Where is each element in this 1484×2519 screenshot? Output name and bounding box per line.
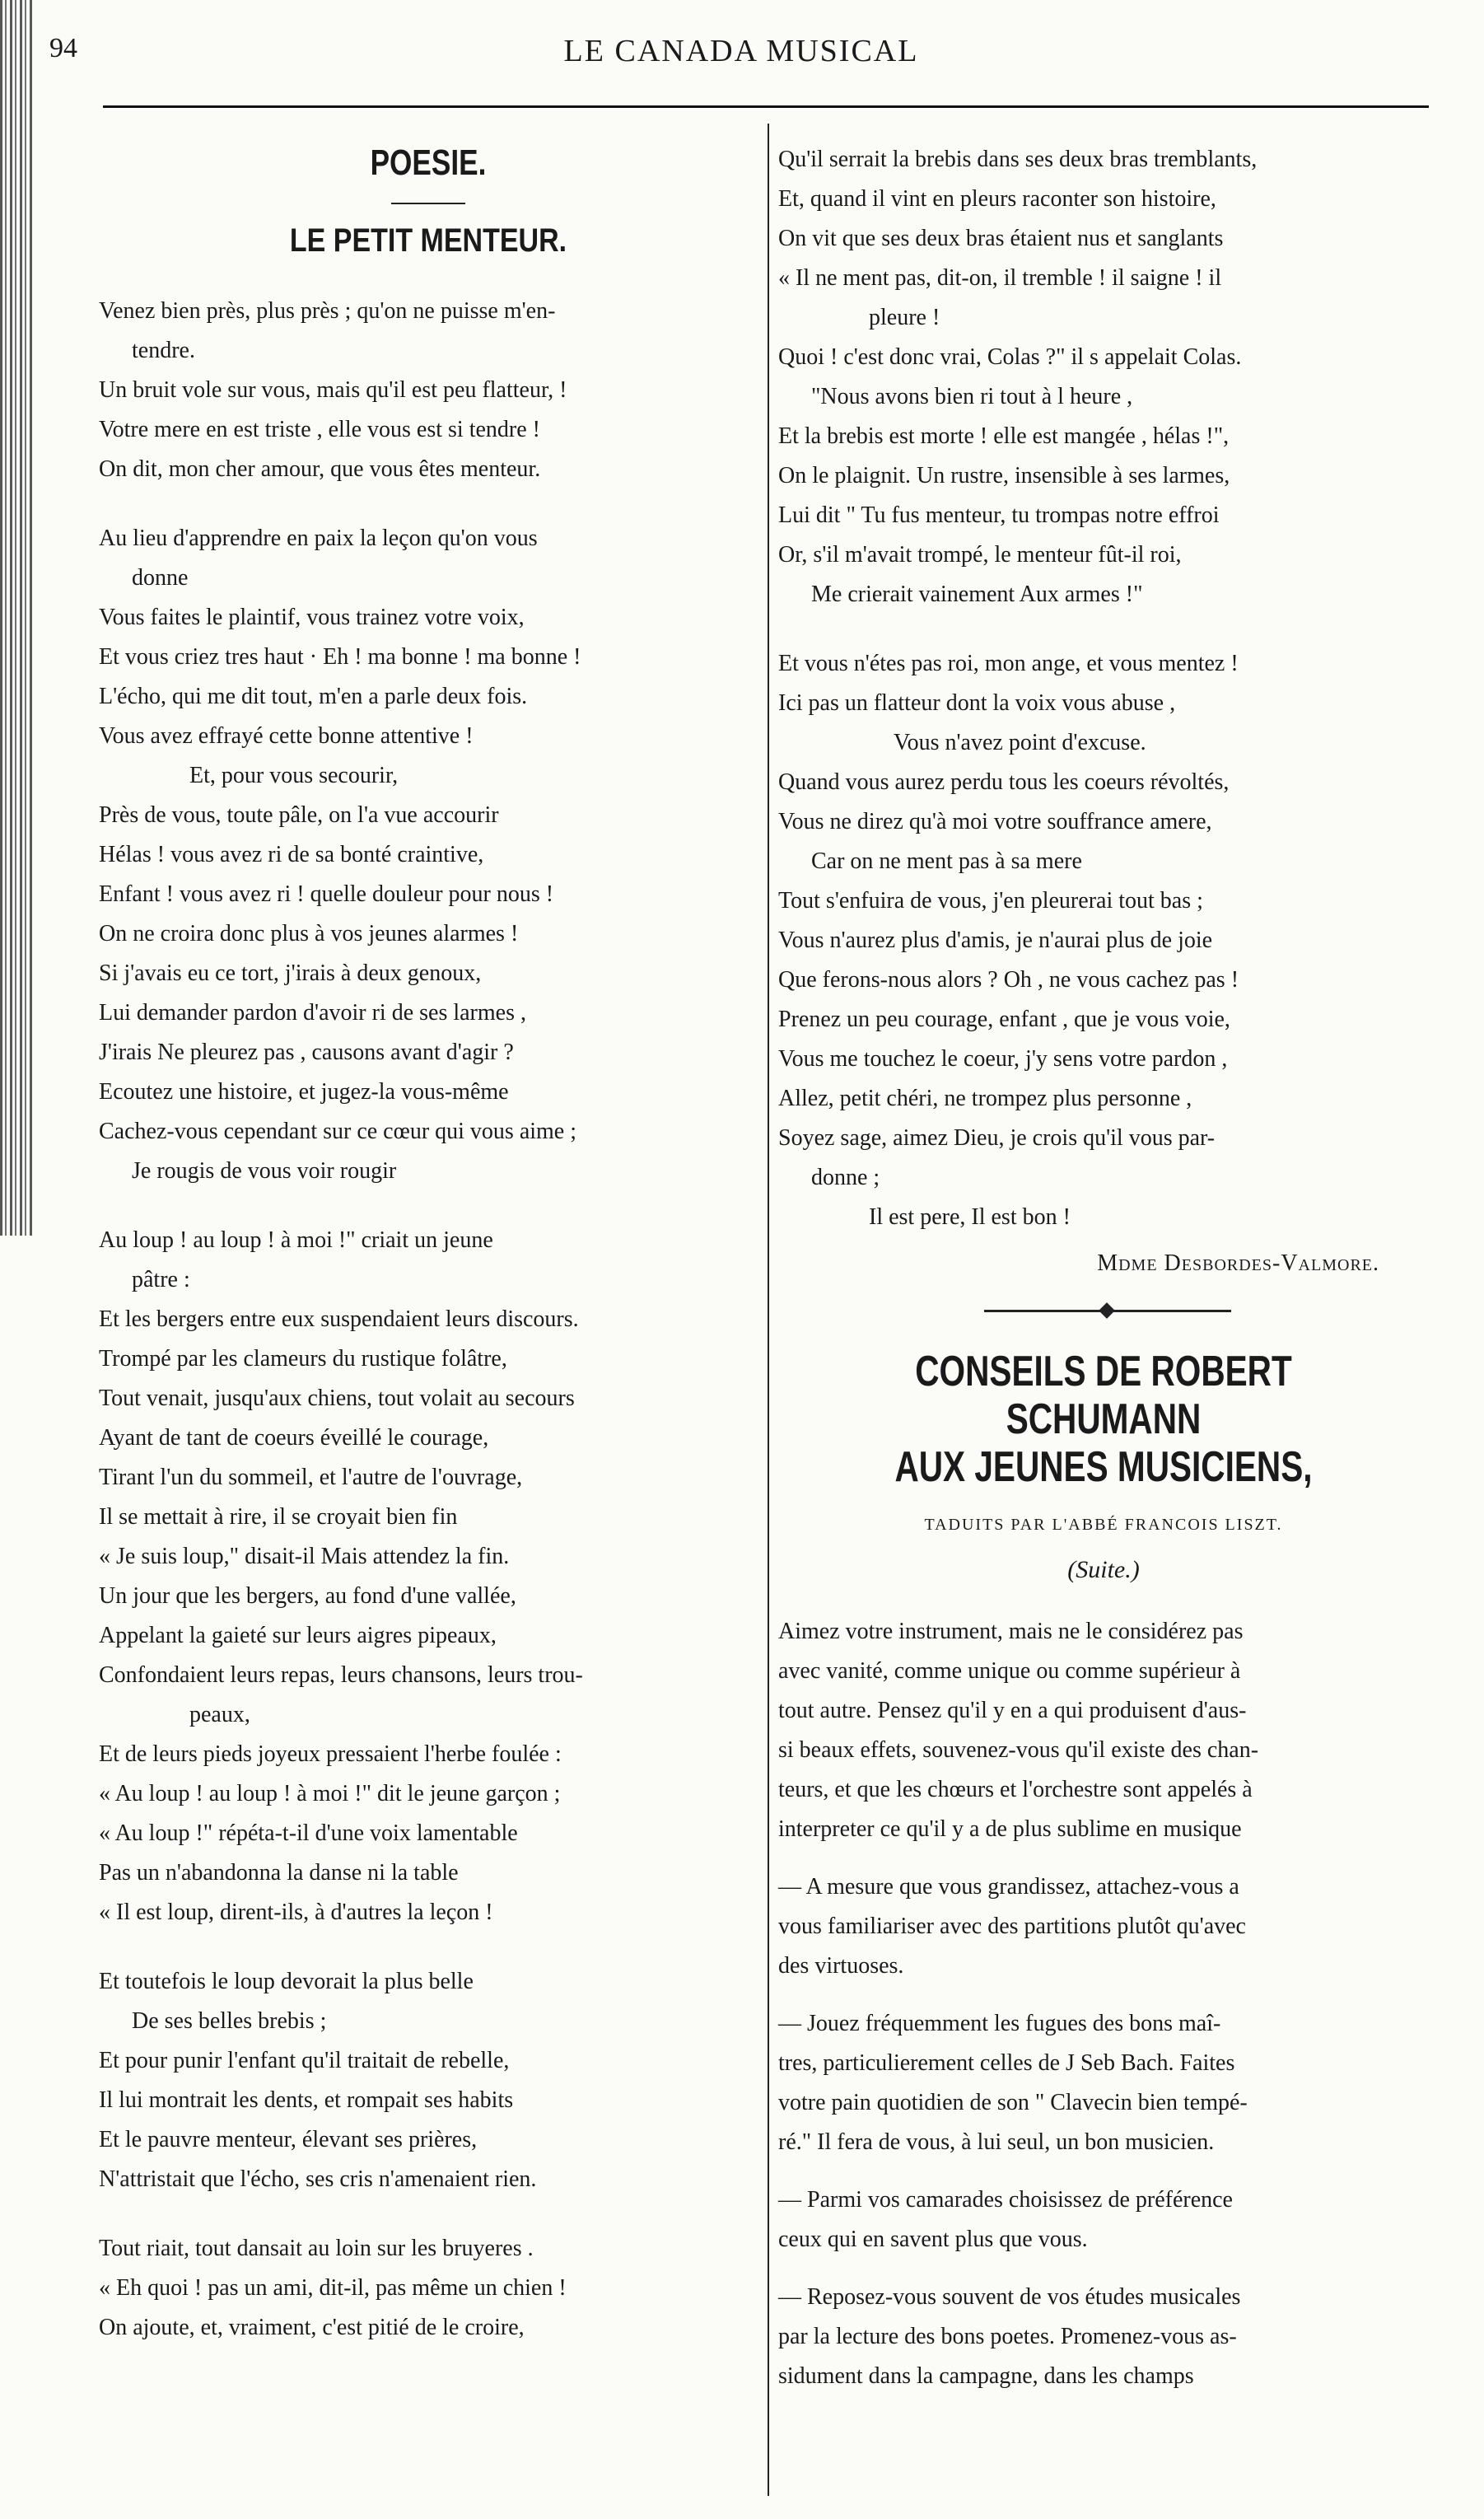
paragraph-line: vous familiariser avec des partitions plutôt qu'avec [778,1914,1246,1939]
poem-line: donne ; [811,1165,880,1190]
poem-line: Et la brebis est morte ! elle est mangée , hélas !", [778,423,1230,449]
poem-line: Ecoutez une histoire, et jugez-la vous-même [99,1079,509,1105]
article-title-line-2: AUX JEUNES MUSICIENS, [894,1443,1313,1491]
paragraph-line: si beaux effets, souvenez-vous qu'il existe des chan- [778,1737,1259,1763]
poem-continuation [778,140,1429,1237]
poem-line: Au loup ! au loup ! à moi !" criait un jeune [99,1227,493,1253]
binding-edge [0,0,33,1236]
poem-line: Lui demander pardon d'avoir ri de ses larmes , [99,1000,526,1026]
poem-signature: Mdme Desbordes-Valmore. [1097,1250,1379,1276]
poem-line: On vit que ses deux bras étaient nus et sanglants [778,226,1224,251]
poem-line: Quoi ! c'est donc vrai, Colas ?" il s appelait Colas. [778,344,1242,370]
left-column [99,140,758,2348]
poem-line: Allez, petit chéri, ne trompez plus personne , [778,1086,1192,1111]
paragraph-line: — A mesure que vous grandissez, attachez-vous a [778,1874,1239,1900]
poem-line: Qu'il serrait la brebis dans ses deux bras tremblants, [778,147,1258,172]
poem-line: Vous n'aurez plus d'amis, je n'aurai plus de joie [778,928,1213,953]
poem-line: Que ferons-nous alors ? Oh , ne vous cachez pas ! [778,967,1239,993]
poem-line: L'écho, qui me dit tout, m'en a parle deux fois. [99,684,528,709]
poem-line: tendre. [132,338,195,363]
poem-line: Vous me touchez le coeur, j'y sens votre pardon , [778,1046,1228,1072]
stanza-gap [99,1191,758,1221]
paragraph-line: tout autre. Pensez qu'il y en a qui produisent d'aus- [778,1698,1247,1723]
poem-line: Vous ne direz qu'à moi votre souffrance amere, [778,809,1212,834]
ornament-diamond [1099,1302,1115,1319]
title-rule [391,203,465,204]
poem-line: On dit, mon cher amour, que vous êtes menteur. [99,456,541,482]
poem-line: "Nous avons bien ri tout à l heure , [811,384,1133,409]
poem-line: Prenez un peu courage, enfant , que je vous voie, [778,1007,1230,1032]
poem-line: Au lieu d'apprendre en paix la leçon qu'on vous [99,526,538,551]
article-paragraph [778,1867,1429,1986]
poem-line: Tout s'enfuira de vous, j'en pleurerai tout bas ; [778,888,1203,914]
poem-line: Il se mettait à rire, il se croyait bien fin [99,1504,458,1530]
page-number: 94 [49,33,77,63]
paragraph-line: ceux qui en savent plus que vous. [778,2227,1088,2252]
stanza-gap [99,489,758,519]
column-divider [768,124,769,2496]
poem-line: Car on ne ment pas à sa mere [811,848,1082,874]
poem-line: Pas un n'abandonna la danse ni la table [99,1860,459,1886]
stanza-gap [778,615,1429,644]
poem-line: Tirant l'un du sommeil, et l'autre de l'ouvrage, [99,1465,523,1490]
poem-line: « Au loup ! au loup ! à moi !" dit le jeune garçon ; [99,1781,561,1806]
poem-line: peaux, [189,1702,250,1727]
paragraph-line: des virtuoses. [778,1953,904,1979]
article-title-line-1: CONSEILS DE ROBERT SCHUMANN [915,1348,1292,1443]
poem-line: Vous n'avez point d'excuse. [894,730,1146,755]
article-paragraph [778,1612,1429,1849]
poem-line: Et le pauvre menteur, élevant ses prières, [99,2127,478,2152]
paragraph-line: par la lecture des bons poetes. Promenez-vous as- [778,2324,1237,2349]
poem-line: Il est pere, Il est bon ! [869,1204,1071,1230]
paragraph-line: ré." Il fera de vous, à lui seul, un bon musicien. [778,2129,1215,2155]
paragraph-line: sidument dans la campagne, dans les champs [778,2363,1194,2389]
poem-line: Près de vous, toute pâle, on l'a vue accourir [99,802,499,828]
poem-line: Un jour que les bergers, au fond d'une vallée, [99,1583,516,1609]
poem-line: Et pour punir l'enfant qu'il traitait de rebelle, [99,2048,510,2073]
poem-line: Et vous criez tres haut · Eh ! ma bonne ! ma bonne ! [99,644,581,670]
article-paragraph [778,2004,1429,2162]
poem-line: Et toutefois le loup devorait la plus belle [99,1969,474,1994]
poem-line: Tout venait, jusqu'aux chiens, tout volait au secours [99,1386,575,1411]
poem-line: Si j'avais eu ce tort, j'irais à deux genoux, [99,960,482,986]
poem-line: « Eh quoi ! pas un ami, dit-il, pas même un chien ! [99,2275,567,2301]
poem-line: « Je suis loup," disait-il Mais attendez la fin. [99,1544,510,1569]
poem-line: On ajoute, et, vraiment, c'est pitié de le croire, [99,2315,525,2340]
paragraph-line: — Parmi vos camarades choisissez de préférence [778,2187,1233,2213]
poem-line: pleure ! [869,305,940,330]
translator-credit: TADUITS PAR L'ABBÉ FRANCOIS LISZT. [924,1516,1283,1534]
stanza-gap [99,1932,758,1962]
poem-line: Tout riait, tout dansait au loin sur les bruyeres . [99,2236,534,2261]
stanza-gap [99,2199,758,2229]
page-header [49,33,1433,82]
article-paragraph [778,2278,1429,2396]
poem-line: Soyez sage, aimez Dieu, je crois qu'il vous par- [778,1125,1216,1151]
poem-line: Venez bien près, plus près ; qu'on ne puisse m'en- [99,298,556,324]
paragraph-line: interpreter ce qu'il y a de plus sublime en musique [778,1816,1242,1842]
poem-line: Un bruit vole sur vous, mais qu'il est peu flatteur, ! [99,377,567,403]
poem-line: Hélas ! vous avez ri de sa bonté craintive, [99,842,484,867]
running-title: LE CANADA MUSICAL [563,34,919,68]
poem-line: donne [132,565,189,591]
poem-line: Ici pas un flatteur dont la voix vous abuse , [778,690,1176,716]
poem-line: Appelant la gaieté sur leurs aigres pipeaux, [99,1623,497,1648]
poem-line: Ayant de tant de coeurs éveillé le courage, [99,1425,489,1451]
poem-line: On ne croira donc plus à vos jeunes alarmes ! [99,921,519,946]
paragraph-line: votre pain quotidien de son " Clavecin bien tempé- [778,2090,1248,2115]
poem-line: Cachez-vous cependant sur ce cœur qui vous aime ; [99,1119,577,1144]
poem-line: Quand vous aurez perdu tous les coeurs révoltés, [778,769,1230,795]
poem-line: Et, pour vous secourir, [189,763,399,788]
poem-line: N'attristait que l'écho, ses cris n'amenaient rien. [99,2166,537,2192]
poem-line: « Il est loup, dirent-ils, à d'autres la leçon ! [99,1900,493,1925]
paragraph-line: tres, particulierement celles de J Seb Bach. Faites [778,2050,1235,2076]
poem-title: LE PETIT MENTEUR. [289,222,567,259]
suite-label: (Suite.) [1067,1556,1140,1583]
poem-body [99,292,758,2348]
poem-line: « Il ne ment pas, dit-on, il tremble ! il saigne ! il [778,265,1222,291]
poem-line: Lui dit " Tu fus menteur, tu trompas notre effroi [778,502,1220,528]
right-column [778,140,1429,2414]
poem-line: Or, s'il m'avait trompé, le menteur fût-il roi, [778,542,1182,568]
poem-line: Et vous n'étes pas roi, mon ange, et vous mentez ! [778,651,1239,676]
poem-line: Trompé par les clameurs du rustique folâtre, [99,1346,507,1372]
poem-line: On le plaignit. Un rustre, insensible à ses larmes, [778,463,1230,488]
poem-line: Il lui montrait les dents, et rompait ses habits [99,2087,514,2113]
poem-line: Je rougis de vous voir rougir [132,1158,397,1184]
paragraph-line: avec vanité, comme unique ou comme supérieur à [778,1658,1241,1684]
paragraph-line: Aimez votre instrument, mais ne le considérez pas [778,1619,1244,1644]
poem-line: J'irais Ne pleurez pas , causons avant d'agir ? [99,1040,514,1065]
section-title: POESIE. [370,143,487,183]
paragraph-line: teurs, et que les chœurs et l'orchestre sont appelés à [778,1777,1253,1802]
poem-line: Et, quand il vint en pleurs raconter son histoire, [778,186,1216,212]
poem-line: « Au loup !" répéta-t-il d'une voix lamentable [99,1820,518,1846]
paragraph-line: — Reposez-vous souvent de vos études musicales [778,2284,1241,2310]
ornament-divider [778,1298,1429,1323]
article-paragraph [778,2180,1429,2260]
poem-line: Et les bergers entre eux suspendaient leurs discours. [99,1306,579,1332]
poem-line: pâtre : [132,1267,190,1292]
poem-line: Confondaient leurs repas, leurs chansons, leurs trou- [99,1662,583,1688]
paragraph-line: — Jouez fréquemment les fugues des bons maî- [778,2011,1221,2036]
article-body [778,1612,1429,2396]
poem-line: Vous avez effrayé cette bonne attentive ! [99,723,474,749]
poem-line: Et de leurs pieds joyeux pressaient l'herbe foulée : [99,1741,562,1767]
header-rule [103,105,1429,108]
poem-line: Vous faites le plaintif, vous trainez votre voix, [99,605,525,630]
poem-line: De ses belles brebis ; [132,2008,327,2034]
poem-line: Me crierait vainement Aux armes !" [811,582,1143,607]
poem-line: Enfant ! vous avez ri ! quelle douleur pour nous ! [99,881,554,907]
poem-line: Votre mere en est triste , elle vous est si tendre ! [99,417,540,442]
